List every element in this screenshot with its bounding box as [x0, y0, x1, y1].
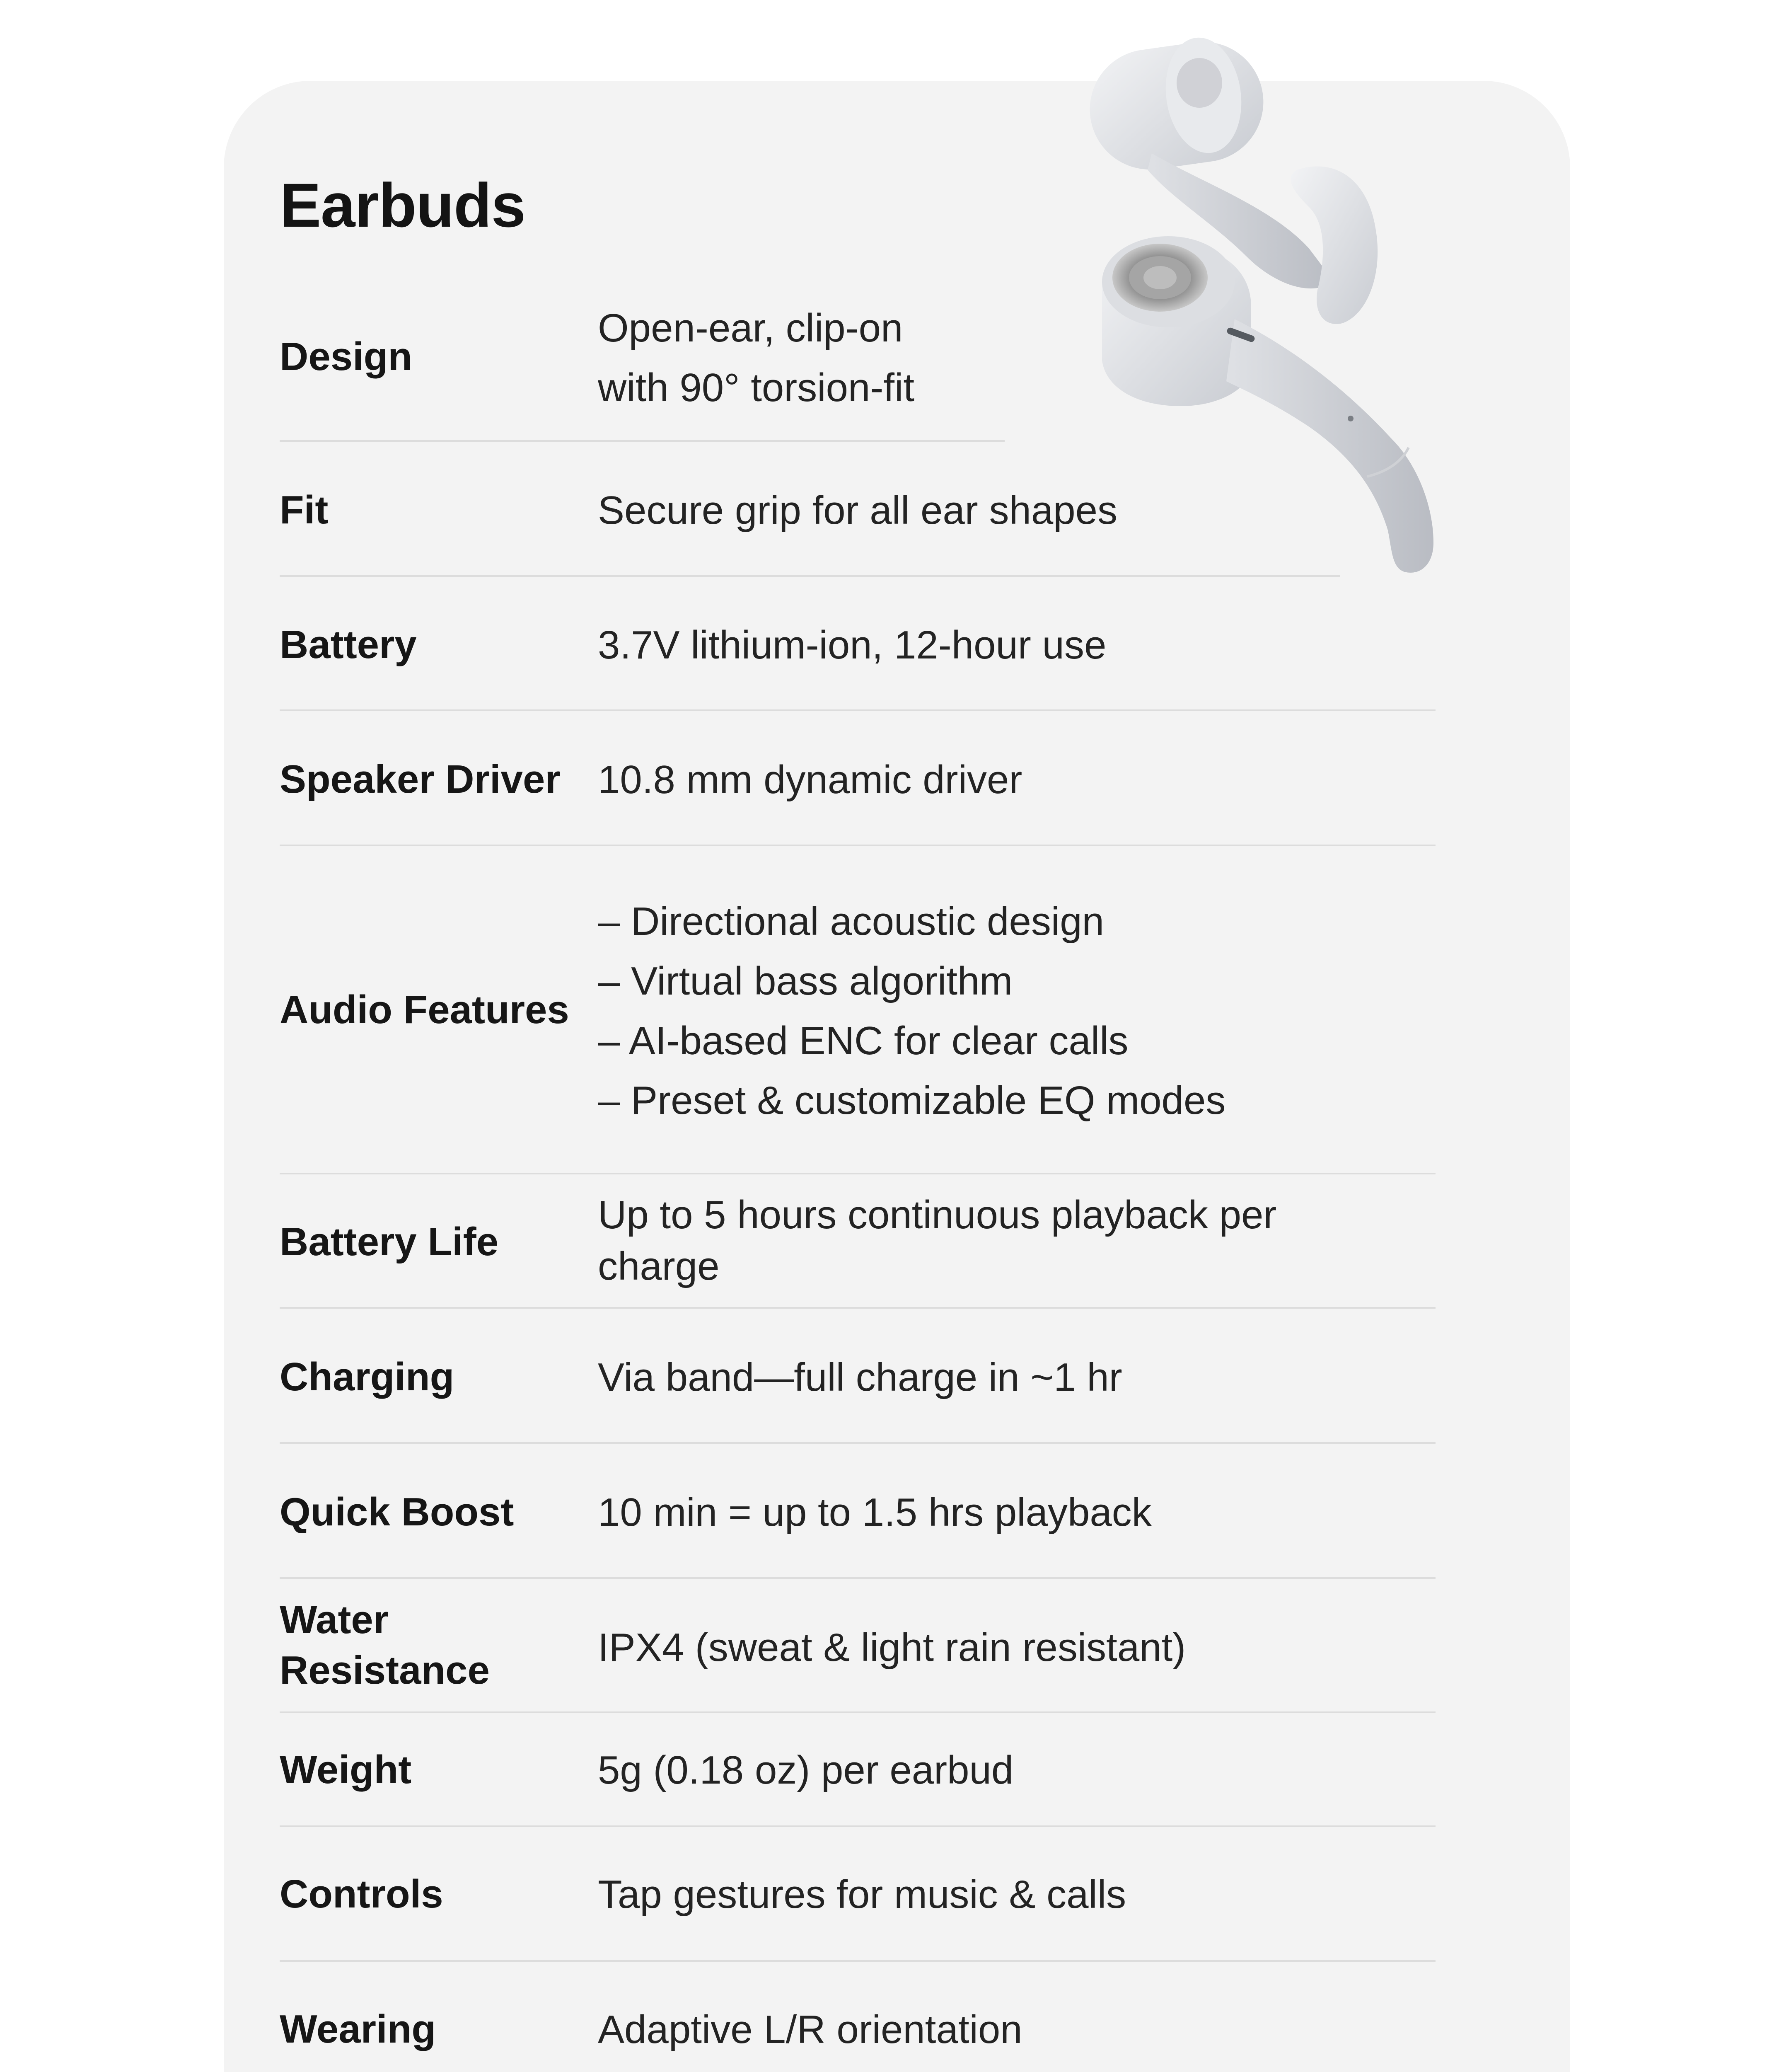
spec-value-line: Via band—full charge in ~1 hr	[598, 1355, 1122, 1399]
spec-value-charging	[598, 1348, 1122, 1407]
spec-value-line: – Directional acoustic design	[598, 899, 1104, 944]
row-divider	[280, 1577, 1436, 1579]
spec-label-speaker-driver: Speaker Driver	[280, 757, 561, 801]
spec-value-line: 3.7V lithium-ion, 12-hour use	[598, 623, 1107, 667]
row-divider	[280, 1960, 1436, 1962]
spec-value-line: – Preset & customizable EQ modes	[598, 1078, 1226, 1123]
row-divider	[280, 1307, 1436, 1309]
spec-label-charging: Charging	[280, 1355, 454, 1399]
spec-value-weight	[598, 1740, 1013, 1800]
spec-value-line: – AI-based ENC for clear calls	[598, 1019, 1129, 1063]
spec-label-line: Water	[280, 1598, 389, 1642]
spec-value-audio-features	[598, 892, 1225, 1130]
spec-value-design	[598, 298, 914, 418]
spec-value-fit	[598, 481, 1117, 540]
spec-value-line: charge	[598, 1244, 720, 1288]
spec-label-wearing: Wearing	[280, 2007, 436, 2051]
spec-label-water-resistance	[280, 1595, 578, 1696]
spec-value-speaker-driver	[598, 750, 1022, 810]
spec-value-line: Tap gestures for music & calls	[598, 1872, 1126, 1917]
spec-value-quick-boost	[598, 1483, 1152, 1542]
spec-value-line: IPX4 (sweat & light rain resistant)	[598, 1625, 1186, 1670]
spec-label-design: Design	[280, 334, 413, 379]
row-divider	[280, 709, 1436, 711]
spec-value-line: Open-ear, clip-on	[598, 306, 903, 350]
spec-label-quick-boost: Quick Boost	[280, 1490, 514, 1534]
row-divider	[280, 1173, 1436, 1174]
spec-label-battery-life: Battery Life	[280, 1220, 499, 1264]
spec-value-line: 10 min = up to 1.5 hrs playback	[598, 1490, 1152, 1535]
row-divider	[280, 440, 1005, 442]
spec-value-line: Up to 5 hours continuous playback per	[598, 1193, 1277, 1237]
spec-label-battery: Battery	[280, 622, 417, 667]
spec-label-audio-features: Audio Features	[280, 988, 569, 1032]
spec-value-controls	[598, 1865, 1126, 1924]
spec-value-battery	[598, 615, 1106, 675]
row-divider	[280, 1825, 1436, 1827]
spec-value-wearing	[598, 2000, 1022, 2060]
spec-label-weight: Weight	[280, 1748, 412, 1792]
page-title: Earbuds	[280, 170, 526, 240]
spec-value-battery-life	[598, 1189, 1276, 1292]
spec-label-fit: Fit	[280, 488, 329, 532]
spec-value-line: – Virtual bass algorithm	[598, 959, 1013, 1003]
row-divider	[280, 1442, 1436, 1444]
row-divider	[280, 845, 1436, 846]
spec-label-line: Resistance	[280, 1648, 490, 1692]
row-divider	[280, 1711, 1436, 1713]
spec-label-controls: Controls	[280, 1872, 443, 1916]
spec-value-line: 5g (0.18 oz) per earbud	[598, 1748, 1014, 1792]
spec-value-line: with 90° torsion-fit	[598, 366, 915, 410]
spec-value-water-resistance	[598, 1618, 1186, 1677]
spec-value-line: Secure grip for all ear shapes	[598, 488, 1117, 533]
row-divider	[280, 575, 1340, 577]
spec-value-line: 10.8 mm dynamic driver	[598, 758, 1022, 802]
spec-value-line: Adaptive L/R orientation	[598, 2007, 1022, 2052]
